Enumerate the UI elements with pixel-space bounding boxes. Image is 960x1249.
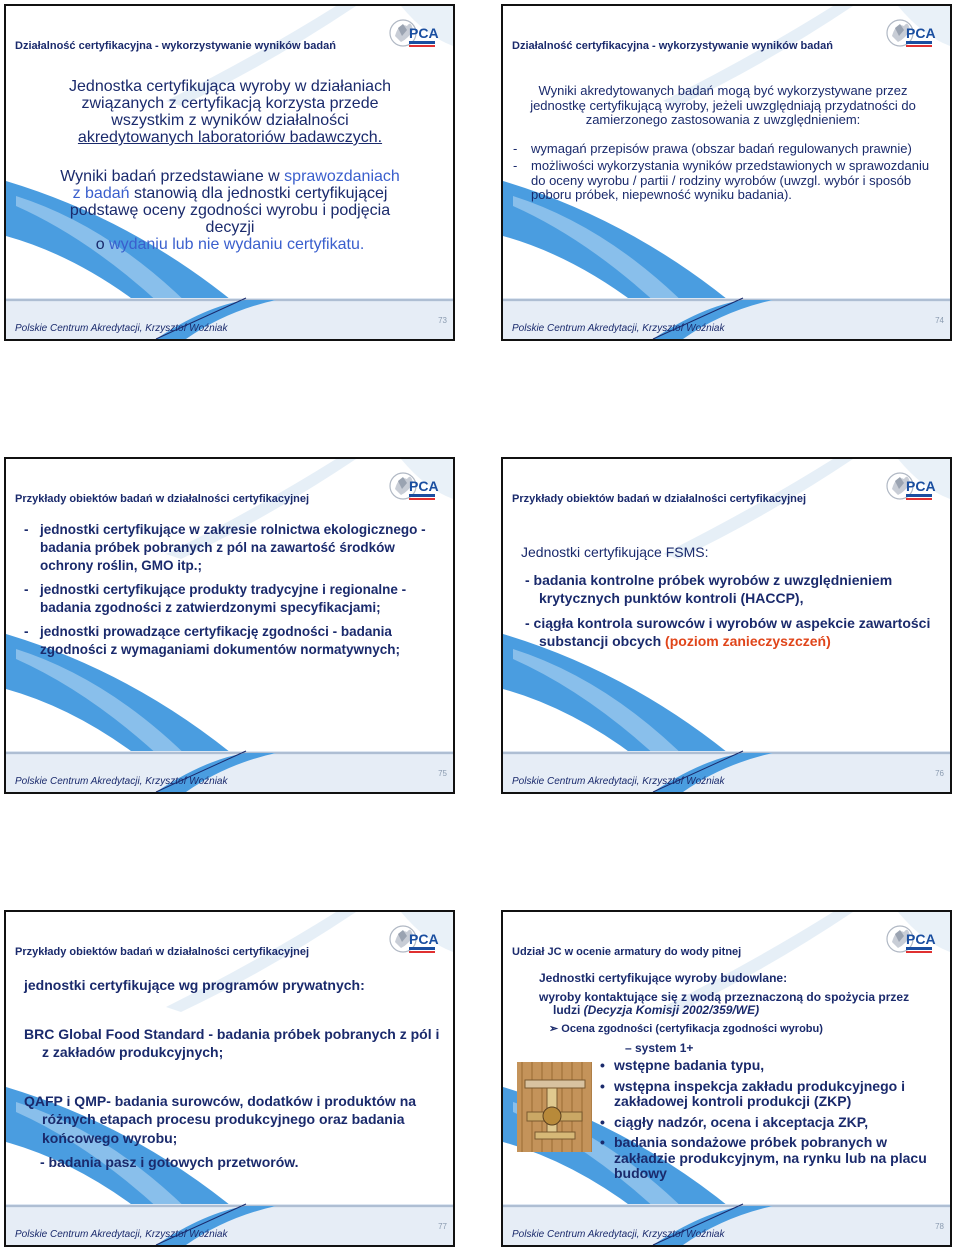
text-line: jednostki certyfikujące wg programów prywatnych:	[24, 977, 365, 993]
slide-header: Przykłady obiektów badań w działalności certyfikacyjnej	[15, 493, 310, 505]
bullet-item: • wstępne badania typu,	[600, 1057, 765, 1073]
slide-footer: Polskie Centrum Akredytacji, Krzysztof Woźniak	[15, 1229, 228, 1240]
slide-74	[501, 4, 952, 341]
text-line: wyroby kontaktujące się z wodą przeznaczoną do spożycia przez ludzi (Decyzja Komisji 2002/359/WE)	[539, 989, 910, 1017]
text-span: stanowią dla jednostki certyfikującej	[129, 185, 388, 202]
page-number: 74	[935, 316, 944, 325]
page-number: 78	[935, 1222, 944, 1231]
pca-logo-icon	[389, 465, 439, 507]
pca-logo-icon	[886, 918, 936, 960]
text-line: podstawę oceny zgodności wyrobu i podjęcia	[69, 202, 391, 219]
highlight-span: sprawozdaniach	[284, 168, 400, 185]
section-title: Jednostki certyfikujące FSMS:	[521, 544, 709, 560]
list-item: - jednostki certyfikujące w zakresie rolnictwa ekologicznego - badania próbek pobranych z pól na zawartość środków ochrony roślin, GMO itp.;	[24, 522, 426, 573]
slide-footer: Polskie Centrum Akredytacji, Krzysztof Woźniak	[512, 323, 725, 334]
text-line: - badania pasz i gotowych przetworów.	[40, 1154, 299, 1170]
bullet-item: • badania sondażowe próbek pobranych w zakładzie produkcyjnym, na rynku lub na placu budowy	[600, 1134, 927, 1181]
slide-78	[501, 910, 952, 1247]
list-item: - możliwości wykorzystania wyników przedstawionych w sprawozdaniu do oceny wyrobu / partii / rodziny wyrobów (uwzgl. wybór i sposób poboru próbek, niepewność wyniku badania).	[513, 158, 930, 202]
slide-header: Udział JC w ocenie armatury do wody pitnej	[512, 946, 742, 958]
slide-76	[501, 457, 952, 794]
text-line: wszystkim z wyników działalności	[111, 112, 349, 129]
slide-body	[24, 976, 444, 1172]
slide-header: Działalność certyfikacyjna - wykorzystywanie wyników badań	[15, 40, 336, 52]
slide-footer: Polskie Centrum Akredytacji, Krzysztof Woźniak	[512, 776, 725, 787]
text-line: akredytowanych laboratoriów badawczych.	[77, 129, 383, 146]
slide-body	[20, 521, 440, 665]
text-line: – system 1+	[625, 1041, 694, 1055]
list-item: - badania kontrolne próbek wyrobów z uwzględnieniem krytycznych punktów kontroli (HACCP),	[525, 571, 893, 606]
slide-footer: Polskie Centrum Akredytacji, Krzysztof Woźniak	[512, 1229, 725, 1240]
list-item: - jednostki certyfikujące produkty tradycyjne i regionalne - badania zgodności z zatwierdzonymi specyfikacjami;	[24, 582, 407, 615]
pca-logo-icon	[886, 12, 936, 54]
slide-footer: Polskie Centrum Akredytacji, Krzysztof Woźniak	[15, 323, 228, 334]
bullet-item: • ciągły nadzór, ocena i akceptacja ZKP,	[600, 1113, 869, 1130]
highlight-span: z badań	[72, 185, 130, 202]
arrow-icon: ➢	[549, 1022, 559, 1035]
slide-header: Przykłady obiektów badań w działalności certyfikacyjnej	[15, 946, 310, 958]
slide-body	[20, 78, 440, 253]
bullet-item: • wstępna inspekcja zakładu produkcyjnego i zakładowej kontroli produkcji (ZKP)	[600, 1077, 905, 1109]
pca-logo-icon	[389, 12, 439, 54]
text-line: związanych z certyfikacją korzysta przede	[81, 95, 379, 112]
slide-header: Przykłady obiektów badań w działalności certyfikacyjnej	[512, 493, 807, 505]
page-number: 73	[438, 316, 447, 325]
slide-75	[4, 457, 455, 794]
slide-body	[513, 84, 933, 206]
bullet-list	[600, 1058, 935, 1187]
text-line: ➢ Ocena zgodności (certyfikacja zgodności wyrobu)	[549, 1022, 823, 1035]
slide-73	[4, 4, 455, 341]
slide-footer: Polskie Centrum Akredytacji, Krzysztof Woźniak	[15, 776, 228, 787]
pca-logo-icon	[389, 918, 439, 960]
slide-header: Działalność certyfikacyjna - wykorzystywanie wyników badań	[512, 40, 833, 52]
text-line: BRC Global Food Standard - badania próbek pobranych z pól i z zakładów produkcyjnych;	[24, 1025, 440, 1060]
text-line: decyzji	[205, 219, 255, 236]
page-number: 75	[438, 769, 447, 778]
text-line: QAFP i QMP- badania surowców, dodatków i produktów na różnych etapach procesu produkcyjnego oraz badania końcowego wyrobu;	[24, 1092, 417, 1146]
list-item: - ciągła kontrola surowców i wyrobów w aspekcie zawartości substancji obcych (poziom zanieczyszczeń)	[525, 614, 931, 649]
text-line: Jednostki certyfikujące wyroby budowlane:	[539, 971, 788, 985]
pca-logo-icon	[886, 465, 936, 507]
page-number: 76	[935, 769, 944, 778]
text-span: o	[95, 236, 110, 253]
list-item: - jednostki prowadzące certyfikację zgodności - badania zgodności z wymaganiami dokumentów normatywnych;	[24, 624, 401, 657]
text-span: Wyniki badań przedstawiane w	[60, 168, 285, 185]
page-number: 77	[438, 1222, 447, 1231]
intro-text: Wyniki akredytowanych badań mogą być wykorzystywane przez jednostkę certyfikującą wyroby, jeżeli uwzględniają przydatności do zamierzonego zastosowania z uwzględnieniem:	[530, 83, 916, 127]
water-fitting-photo	[517, 1062, 592, 1152]
slide-77	[4, 910, 455, 1247]
slide-body	[539, 972, 939, 1056]
slide-body	[521, 543, 941, 657]
text-line: Jednostka certyfikująca wyroby w działaniach	[69, 78, 391, 95]
list-item: - wymagań przepisów prawa (obszar badań regulowanych prawnie)	[513, 140, 912, 156]
highlight-span: wydaniu lub nie wydaniu certyfikatu.	[109, 236, 365, 253]
